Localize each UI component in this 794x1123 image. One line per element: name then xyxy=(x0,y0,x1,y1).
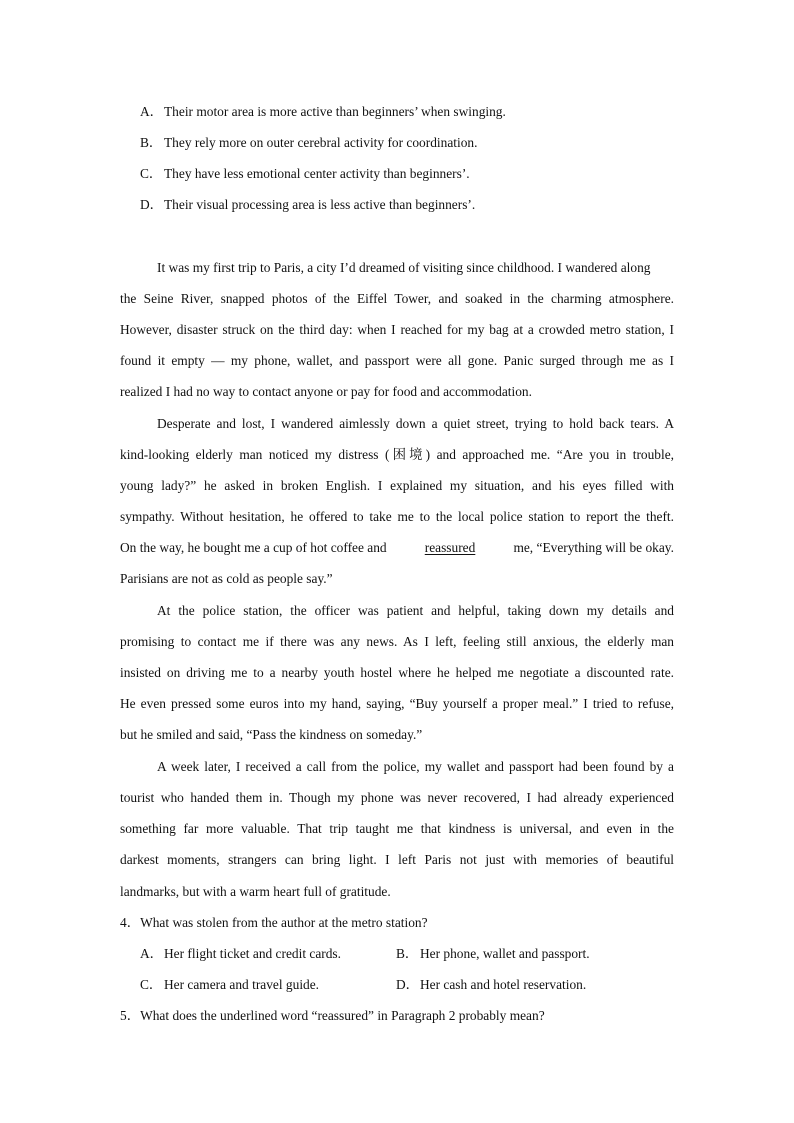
question-number: 5． xyxy=(120,1008,141,1023)
paragraph-line: Parisians are not as cold as people say.” xyxy=(120,571,333,586)
option-letter: B． xyxy=(396,946,419,961)
paragraph-line-with-underline xyxy=(120,540,674,556)
option-a xyxy=(140,946,341,962)
paragraph-line: tourist who handed them in. Though my phone was never recovered, I had already experienced xyxy=(120,790,674,805)
question-number: 4． xyxy=(120,915,141,930)
option-text: Their visual processing area is less active than beginners’. xyxy=(164,197,476,212)
option-text: Her flight ticket and credit cards. xyxy=(164,946,341,961)
prev-option-c xyxy=(140,166,470,182)
paragraph-line: landmarks, but with a warm heart full of gratitude. xyxy=(120,884,391,899)
paragraph-line: insisted on driving me to a nearby youth hostel where he helped me negotiate a discounted rate. xyxy=(120,665,674,680)
paragraph-line: kind-looking elderly man noticed my distress (困境) and approached me. “Are you in trouble, xyxy=(120,447,674,462)
question-stem xyxy=(120,915,428,931)
paragraph-line: young lady?” he asked in broken English. I explained my situation, and his eyes filled with xyxy=(120,478,674,493)
paragraph-line: Desperate and lost, I wandered aimlessly down a quiet street, trying to hold back tears. A xyxy=(157,416,674,431)
option-text: Her cash and hotel reservation. xyxy=(420,977,587,992)
prev-option-a xyxy=(140,104,506,120)
prev-option-b xyxy=(140,135,477,151)
option-text: Her camera and travel guide. xyxy=(164,977,320,992)
paragraph-line: He even pressed some euros into my hand, saying, “Buy yourself a proper meal.” I tried to refuse, xyxy=(120,696,674,711)
question-stem xyxy=(120,1008,545,1024)
paragraph-line: darkest moments, strangers can bring light. I left Paris not just with memories of beautiful xyxy=(120,852,674,867)
paragraph-line: but he smiled and said, “Pass the kindness on someday.” xyxy=(120,727,423,742)
paragraph-line: sympathy. Without hesitation, he offered to take me to the local police station to report the theft. xyxy=(120,509,674,524)
option-c xyxy=(140,977,319,993)
paragraph-line: something far more valuable. That trip taught me that kindness is universal, and even in the xyxy=(120,821,674,836)
question-text: What was stolen from the author at the metro station? xyxy=(140,915,428,930)
option-letter: D． xyxy=(396,977,420,992)
option-text: Their motor area is more active than beginners’ when swinging. xyxy=(164,104,506,119)
option-letter: A． xyxy=(140,104,164,119)
line-segment: me, “Everything will be okay. xyxy=(513,540,674,555)
option-letter: A． xyxy=(140,946,164,961)
option-letter: C． xyxy=(140,977,163,992)
underlined-word-reassured: reassured xyxy=(424,540,476,555)
option-letter: B． xyxy=(140,135,163,150)
paragraph-line: It was my first trip to Paris, a city I’d dreamed of visiting since childhood. I wandered along xyxy=(157,260,651,275)
prev-option-d xyxy=(140,197,475,213)
option-letter: C． xyxy=(140,166,163,181)
paragraph-line: found it empty — my phone, wallet, and passport were all gone. Panic surged through me as I xyxy=(120,353,674,368)
paragraph-line: A week later, I received a call from the police, my wallet and passport had been found by a xyxy=(157,759,674,774)
option-letter: D． xyxy=(140,197,164,212)
paragraph-line: the Seine River, snapped photos of the Eiffel Tower, and soaked in the charming atmosphere. xyxy=(120,291,674,306)
option-text: They rely more on outer cerebral activity for coordination. xyxy=(164,135,478,150)
option-d xyxy=(396,977,586,993)
option-text: They have less emotional center activity than beginners’. xyxy=(164,166,470,181)
question-text: What does the underlined word “reassured” in Paragraph 2 probably mean? xyxy=(140,1008,545,1023)
paragraph-line: promising to contact me if there was any news. As I left, feeling still anxious, the elderly man xyxy=(120,634,674,649)
paragraph-line: At the police station, the officer was patient and helpful, taking down my details and xyxy=(157,603,674,618)
paragraph-line: realized I had no way to contact anyone or pay for food and accommodation. xyxy=(120,384,532,399)
line-segment: On the way, he bought me a cup of hot coffee and xyxy=(120,540,387,555)
option-b xyxy=(396,946,590,962)
paragraph-line: However, disaster struck on the third day: when I reached for my bag at a crowded metro station, I xyxy=(120,322,674,337)
option-text: Her phone, wallet and passport. xyxy=(420,946,590,961)
